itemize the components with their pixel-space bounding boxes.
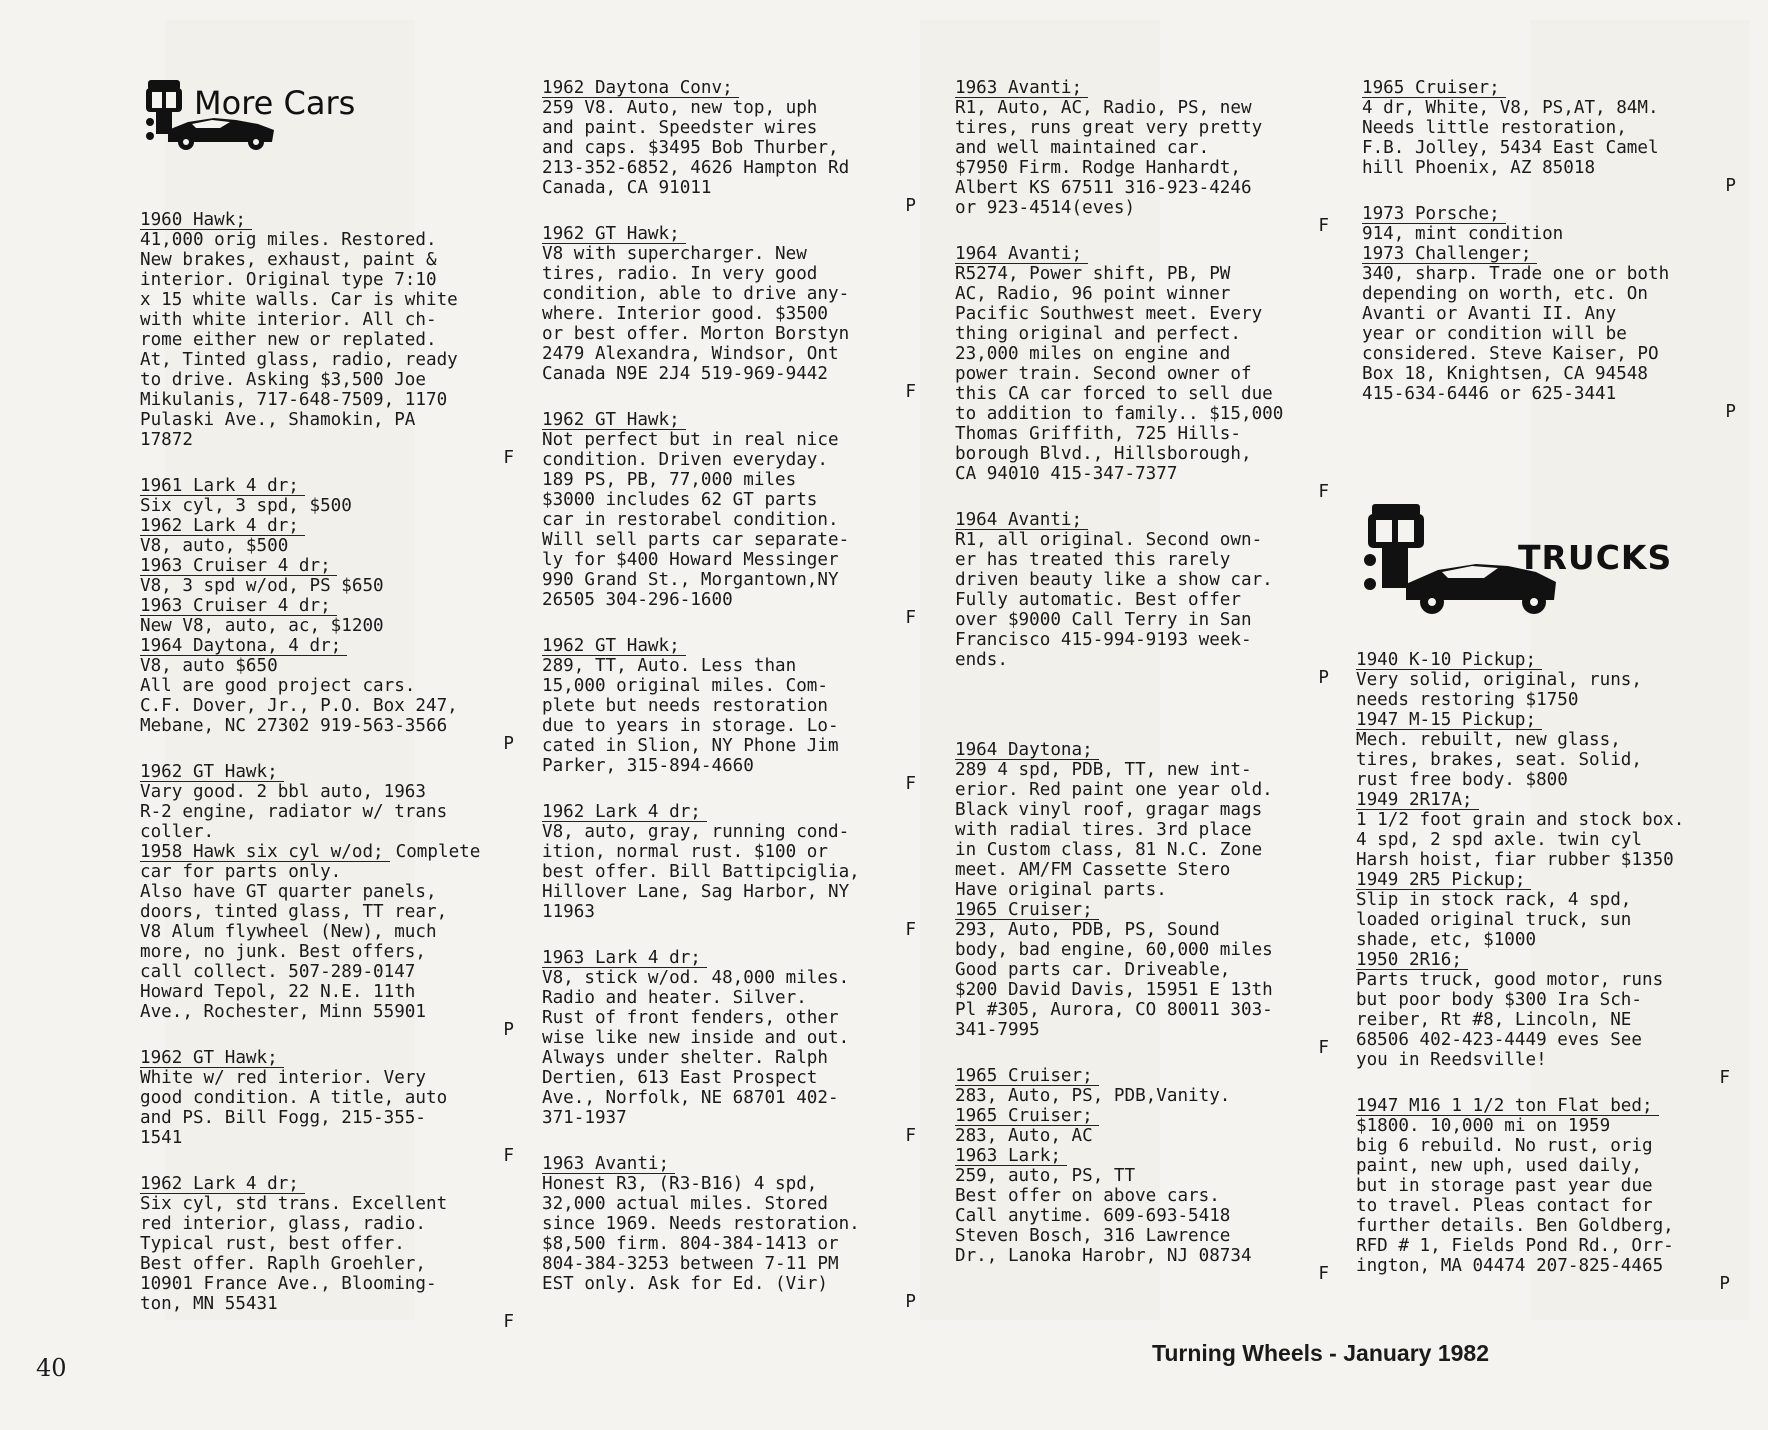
ad-body: 1 1/2 foot grain and stock box. 4 spd, 2 spd axle. twin cyl Harsh hoist, fiar rubber $1350 [1356, 810, 1685, 870]
ad-body: Six cyl, 3 spd, $500 [140, 496, 352, 516]
classified-ad [140, 1048, 520, 1166]
classified-ad [1356, 1096, 1736, 1294]
classified-ad [140, 1174, 520, 1332]
ad-title: 1962 Lark 4 dr; [542, 803, 707, 822]
ad-title: 1965 Cruiser; [955, 1067, 1099, 1086]
ad-code: P [1725, 176, 1736, 196]
ad-body: Very solid, original, runs, needs restoring $1750 [1356, 670, 1642, 710]
classified-ad [955, 1106, 1335, 1146]
ad-code: P [1318, 668, 1329, 688]
ad-code: F [503, 1146, 514, 1166]
classified-ad [542, 802, 922, 940]
ad-title: 1965 Cruiser; [955, 1107, 1099, 1126]
ad-body: R5274, Power shift, PB, PW AC, Radio, 96 point winner Pacific Southwest meet. Every thing original and perfect. 23,000 miles on engine and power train. Second owner of this CA car forced to sell due to addition to family.. $15,000 Thomas Griffith, 725 Hills- borough Blvd., Hillsborough, CA 94010 415-347-7377 [955, 264, 1284, 484]
ad-code: P [503, 734, 514, 754]
more-cars-title: More Cars [194, 84, 356, 122]
ad-body: R1, Auto, AC, Radio, PS, new tires, runs great very pretty and well maintained car. $7950 Firm. Rodge Hanhardt, Albert KS 67511 316-923-4246 or 923-4514(eves) [955, 98, 1263, 218]
ad-code: F [905, 774, 916, 794]
ad-code: F [905, 1126, 916, 1146]
classified-ad [140, 636, 520, 754]
ad-code: F [905, 608, 916, 628]
ad-title: 1965 Cruiser; [955, 901, 1099, 920]
ad-body: 289, TT, Auto. Less than 15,000 original miles. Com- plete but needs restoration due to years in storage. Lo- cated in Slion, NY Phone Jim Parker, 315-894-4660 [542, 656, 839, 776]
ad-title: 1963 Avanti; [955, 79, 1088, 98]
ad-body: Slip in stock rack, 4 spd, loaded original truck, sun shade, etc, $1000 [1356, 890, 1632, 950]
ad-title: 1964 Daytona, 4 dr; [140, 637, 347, 656]
classified-ad [140, 762, 520, 842]
ad-body: V8, auto $650 All are good project cars. C.F. Dover, Jr., P.O. Box 247, Mebane, NC 27302 919-563-3566 [140, 656, 458, 736]
ad-title: 1964 Avanti; [955, 245, 1088, 264]
classified-ad [542, 78, 922, 216]
ad-title: 1964 Avanti; [955, 511, 1088, 530]
ad-body: 283, Auto, AC [955, 1126, 1093, 1146]
classified-ad [140, 596, 520, 636]
classified-ad [955, 740, 1335, 900]
ad-title: 1962 Lark 4 dr; [140, 517, 305, 536]
ad-body: 259 V8. Auto, new top, uph and paint. Speedster wires and caps. $3495 Bob Thurber, 213-352-6852, 4626 Hampton Rd Canada, CA 91011 [542, 98, 850, 198]
ad-body: V8, auto, $500 [140, 536, 289, 556]
classified-ad [140, 516, 520, 556]
classified-ad [955, 510, 1335, 688]
classified-ad [1362, 244, 1742, 422]
trucks-title: TRUCKS [1518, 538, 1673, 577]
ad-body: 289 4 spd, PDB, TT, new int- erior. Red paint one year old. Black vinyl roof, gragar mags with radial tires. 3rd place in Custom class, 81 N.C. Zone meet. AM/FM Cassette Stero Have original parts. [955, 760, 1273, 900]
ad-body: Complete car for parts only. Also have GT quarter panels, doors, tinted glass, TT rear, V8 Alum flywheel (New), much more, no junk. Best offers, call collect. 507-289-0147 Howard Tepol, 22 N.E. 11th Ave., Rochester, Minn 55901 [140, 842, 481, 1022]
ad-title: 1949 2R5 Pickup; [1356, 871, 1531, 890]
ad-body: 259, auto, PS, TT Best offer on above cars. Call anytime. 609-693-5418 Steven Bosch, 316 Lawrence Dr., Lanoka Harobr, NJ 08734 [955, 1166, 1252, 1266]
ad-title: 1964 Daytona; [955, 741, 1099, 760]
ad-code: F [1318, 216, 1329, 236]
ad-body: Honest R3, (R3-B16) 4 spd, 32,000 actual miles. Stored since 1969. Needs restoration. $8,500 firm. 804-384-1413 or 804-384-3253 between 7-11 PM EST only. Ask for Ed. (Vir) [542, 1174, 860, 1294]
ad-title: 1958 Hawk six cyl w/od; [140, 843, 390, 862]
ad-title: 1973 Porsche; [1362, 205, 1506, 224]
trucks-column [1356, 650, 1736, 1302]
classified-ad [542, 636, 922, 794]
ad-body: V8, stick w/od. 48,000 miles. Radio and heater. Silver. Rust of front fenders, other wise like new inside and out. Always under shelter. Ralph Dertien, 613 East Prospect Ave., Norfolk, NE 68701 402- 371-1937 [542, 968, 850, 1128]
ad-title: 1962 Lark 4 dr; [140, 1175, 305, 1194]
ad-body: 283, Auto, PS, PDB,Vanity. [955, 1086, 1231, 1106]
ad-body: 4 dr, White, V8, PS,AT, 84M. Needs little restoration, F.B. Jolley, 5434 East Camel hill Phoenix, AZ 85018 [1362, 98, 1659, 178]
classified-ad [1356, 870, 1736, 950]
ad-title: 1963 Avanti; [542, 1155, 675, 1174]
classified-ad [140, 842, 520, 1040]
ad-code: P [1725, 402, 1736, 422]
ad-code: F [905, 382, 916, 402]
ad-body: Mech. rebuilt, new glass, tires, brakes, seat. Solid, rust free body. $800 [1356, 730, 1642, 790]
ad-code: F [503, 448, 514, 468]
classified-ad [140, 210, 520, 468]
ad-title: 1973 Challenger; [1362, 245, 1537, 264]
classified-ad [1362, 78, 1742, 196]
ad-body: 914, mint condition [1362, 224, 1564, 244]
classified-ad [1362, 204, 1742, 244]
classified-ad [955, 1066, 1335, 1106]
classified-ad [955, 78, 1335, 236]
ad-body: Vary good. 2 bbl auto, 1963 R-2 engine, radiator w/ trans coller. [140, 782, 448, 842]
ad-title: 1947 M-15 Pickup; [1356, 711, 1542, 730]
ad-title: 1962 GT Hawk; [140, 763, 284, 782]
classified-ad [140, 476, 520, 516]
classified-ad [955, 244, 1335, 502]
classified-ad [1356, 710, 1736, 790]
classified-ad [542, 948, 922, 1146]
ad-title: 1963 Lark 4 dr; [542, 949, 707, 968]
classified-column-4 [1362, 78, 1742, 430]
classified-ad [955, 1146, 1335, 1284]
ad-title: 1950 2R16; [1356, 951, 1468, 970]
ad-body: New V8, auto, ac, $1200 [140, 616, 384, 636]
ad-code: P [503, 1020, 514, 1040]
ad-body: Parts truck, good motor, runs but poor body $300 Ira Sch- reiber, Rt #8, Lincoln, NE 68506 402-423-4449 eves See you in Reedsville! [1356, 970, 1664, 1070]
more-cars-header [140, 78, 500, 168]
ad-title: 1963 Cruiser 4 dr; [140, 597, 337, 616]
ad-title: 1963 Cruiser 4 dr; [140, 557, 337, 576]
ad-body: V8 with supercharger. New tires, radio. In very good condition, able to drive any- where. Interior good. $3500 or best offer. Morton Borstyn 2479 Alexandra, Windsor, Ont Canada N9E 2J4 519-969-9442 [542, 244, 850, 384]
classified-ad [140, 556, 520, 596]
classified-ad [1356, 790, 1736, 870]
ad-code: F [1318, 1264, 1329, 1284]
ad-body: $1800. 10,000 mi on 1959 big 6 rebuild. No rust, orig paint, new uph, used daily, but in storage past year due to travel. Pleas contact for further details. Ben Goldberg, RFD # 1, Fields Pond Rd., Orr- ington, MA 04474 207-825-4465 [1356, 1116, 1674, 1276]
ad-body: 340, sharp. Trade one or both depending on worth, etc. On Avanti or Avanti II. Any year or condition will be considered. Steve Kaiser, PO Box 18, Knightsen, CA 94548 415-634-6446 or 625-3441 [1362, 264, 1670, 404]
ad-code: P [905, 196, 916, 216]
ad-title: 1940 K-10 Pickup; [1356, 651, 1542, 670]
ad-body: Six cyl, std trans. Excellent red interior, glass, radio. Typical rust, best offer. Best offer. Raplh Groehler, 10901 France Ave., Blooming- ton, MN 55431 [140, 1194, 448, 1314]
classified-ad [955, 900, 1335, 1058]
ad-body: 293, Auto, PDB, PS, Sound body, bad engine, 60,000 miles Good parts car. Driveable, $200 David Davis, 15951 E 13th Pl #305, Aurora, CO 80011 303- 341-7995 [955, 920, 1273, 1040]
ad-title: 1963 Lark; [955, 1147, 1067, 1166]
ad-body: White w/ red interior. Very good condition. A title, auto and PS. Bill Fogg, 215-355- 1541 [140, 1068, 448, 1148]
ad-body: V8, 3 spd w/od, PS $650 [140, 576, 384, 596]
ad-code: P [1719, 1274, 1730, 1294]
ad-title: 1947 M16 1 1/2 ton Flat bed; [1356, 1097, 1659, 1116]
ad-code: F [1318, 482, 1329, 502]
ad-title: 1962 GT Hawk; [542, 225, 686, 244]
ad-code: F [1719, 1068, 1730, 1088]
classified-ad [1356, 650, 1736, 710]
ad-body: Not perfect but in real nice condition. Driven everyday. 189 PS, PB, 77,000 miles $3000 includes 62 GT parts car in restorabel condition. Will sell parts car separate- ly for $400 Howard Messinger 990 Grand St., Morgantown,NY 26505 304-296-1600 [542, 430, 850, 610]
ad-body: V8, auto, gray, running cond- ition, normal rust. $100 or best offer. Bill Battipciglia, Hillover Lane, Sag Harbor, NY 11963 [542, 822, 860, 922]
ad-title: 1962 GT Hawk; [542, 637, 686, 656]
ad-title: 1962 Daytona Conv; [542, 79, 739, 98]
classified-ad [542, 410, 922, 628]
classified-ad [1356, 950, 1736, 1088]
ad-code: F [905, 920, 916, 940]
publication-footer: Turning Wheels - January 1982 [1152, 1340, 1490, 1366]
page-number: 40 [36, 1354, 67, 1382]
classified-column-2 [542, 78, 922, 1320]
trucks-header [1358, 500, 1698, 630]
ad-code: F [1318, 1038, 1329, 1058]
ad-title: 1949 2R17A; [1356, 791, 1479, 810]
ad-code: F [503, 1312, 514, 1332]
ad-title: 1965 Cruiser; [1362, 79, 1506, 98]
classified-ad [542, 224, 922, 402]
ad-code: P [905, 1292, 916, 1312]
ad-title: 1961 Lark 4 dr; [140, 477, 305, 496]
classified-column-3 [955, 78, 1335, 1292]
ad-title: 1962 GT Hawk; [140, 1049, 284, 1068]
ad-body: 41,000 orig miles. Restored. New brakes, exhaust, paint & interior. Original type 7:10 x 15 white walls. Car is white with white interior. All ch- rome either new or replated. At, Tinted glass, radio, ready to drive. Asking $3,500 Joe Mikulanis, 717-648-7509, 1170 Pulaski Ave., Shamokin, PA 17872 [140, 230, 458, 450]
ad-body: R1, all original. Second own- er has treated this rarely driven beauty like a show car. Fully automatic. Best offer over $9000 Call Terry in San Francisco 415-994-9193 week- ends. [955, 530, 1273, 670]
classified-ad [542, 1154, 922, 1312]
ad-title: 1960 Hawk; [140, 211, 252, 230]
ad-title: 1962 GT Hawk; [542, 411, 686, 430]
classified-column-1 [140, 210, 520, 1340]
